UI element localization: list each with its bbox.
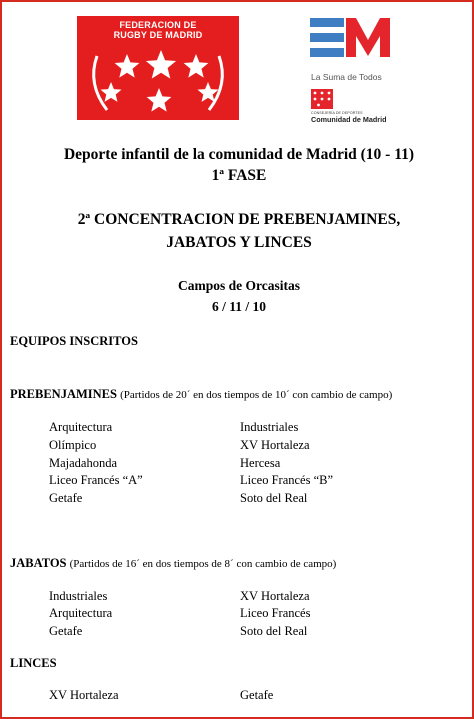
sm-logo-icon: [308, 16, 396, 60]
team-item: Getafe: [49, 624, 83, 638]
linces-heading: LINCES: [10, 656, 57, 670]
comunidad-flag-icon: [311, 89, 333, 109]
prebenjamines-note: (Partidos de 20´ en dos tiempos de 10´ con cambio de campo): [120, 389, 393, 401]
team-item: Arquitectura: [49, 420, 113, 434]
title-line2: 1ª FASE: [211, 167, 267, 184]
jabatos-heading-row: [10, 556, 336, 571]
team-item: XV Hortaleza: [240, 438, 310, 452]
team-item: Soto del Real: [240, 624, 308, 638]
title-line1: Deporte infantil de la comunidad de Madrid (10 - 11): [63, 146, 415, 163]
title-line4: JABATOS Y LINCES: [166, 234, 312, 251]
comunidad-tagline: La Suma de Todos: [311, 72, 382, 82]
team-item: XV Hortaleza: [49, 688, 119, 702]
jabatos-note: (Partidos de 16´ en dos tiempos de 8´ con cambio de campo): [69, 558, 337, 570]
team-item: Hercesa: [240, 456, 281, 470]
federacion-logo-line2: RUGBY DE MADRID: [113, 30, 203, 40]
comunidad-name: Comunidad de Madrid: [311, 115, 387, 124]
team-item: Liceo Francés “A”: [49, 473, 143, 487]
comunidad-consejeria: CONSEJERÍA DE DEPORTES: [311, 111, 363, 115]
title-line3: 2ª CONCENTRACION DE PREBENJAMINES,: [77, 211, 401, 228]
team-item: Industriales: [240, 420, 299, 434]
team-item: Industriales: [49, 589, 108, 603]
venue: Campos de Orcasitas: [177, 278, 300, 293]
prebenjamines-heading-row: [10, 387, 392, 402]
team-item: Arquitectura: [49, 606, 113, 620]
jabatos-heading: JABATOS: [10, 556, 67, 570]
team-item: Liceo Francés: [240, 606, 311, 620]
team-item: XV Hortaleza: [240, 589, 310, 603]
prebenjamines-heading: PREBENJAMINES: [10, 387, 117, 401]
comunidad-madrid-logo: [308, 16, 398, 124]
federacion-rugby-logo: [77, 16, 239, 120]
team-item: Olímpico: [49, 438, 97, 452]
team-item: Getafe: [49, 491, 83, 505]
equipos-heading: EQUIPOS INSCRITOS: [10, 334, 138, 348]
date: 6 / 11 / 10: [211, 299, 266, 314]
team-item: Getafe: [240, 688, 274, 702]
team-item: Liceo Francés “B”: [240, 473, 334, 487]
team-item: Soto del Real: [240, 491, 308, 505]
team-item: Majadahonda: [49, 456, 118, 470]
federacion-logo-line1: FEDERACION DE: [119, 20, 197, 30]
